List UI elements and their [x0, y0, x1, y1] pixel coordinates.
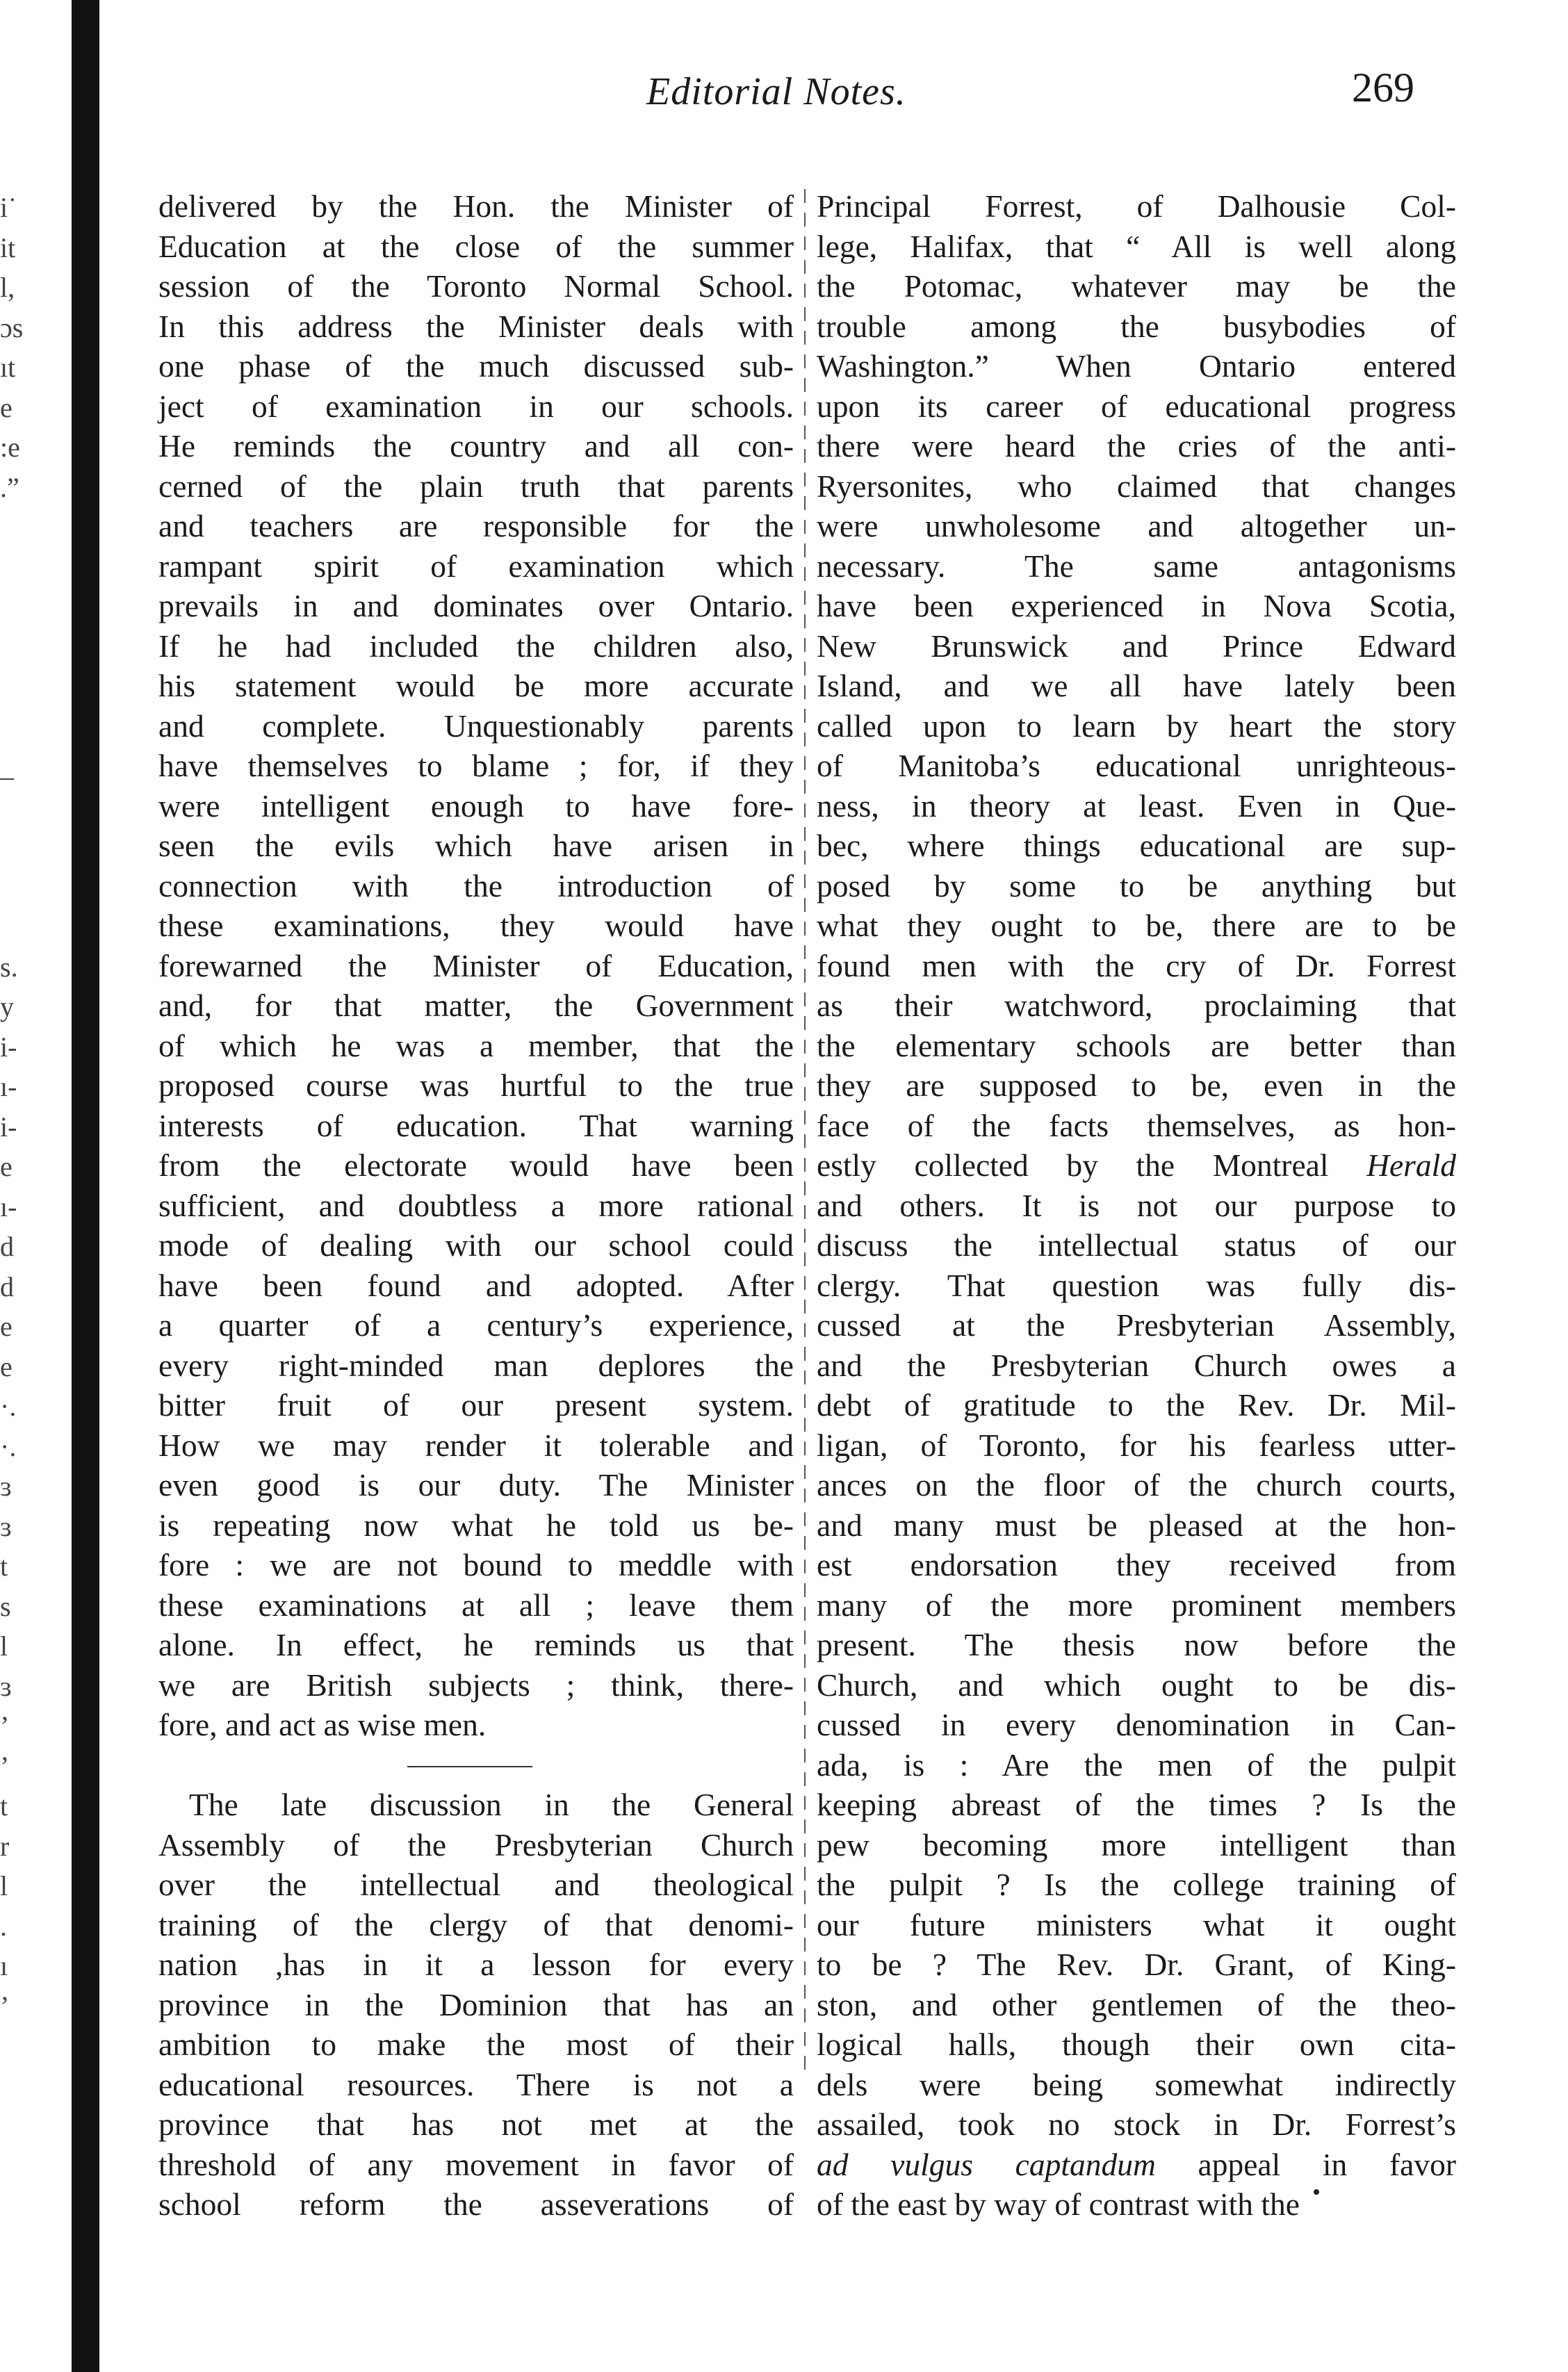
text-line: pew becoming more intelligent than: [817, 1826, 1456, 1863]
text-line: cussed in every denomination in Can-: [817, 1707, 1456, 1742]
text-line: delivered by the Hon. the Minister of: [158, 188, 794, 224]
bleed-fragment: .”: [0, 471, 19, 503]
text-line: called upon to learn by heart the story: [817, 707, 1456, 744]
text-line: were unwholesome and altogether un-: [817, 508, 1456, 543]
paper-speck: [1314, 2189, 1319, 2195]
text-line: even good is our duty. The Minister: [158, 1467, 794, 1503]
text-line: Assembly of the Presbyterian Church: [158, 1826, 794, 1863]
text-line: and many must be pleased at the hon-: [817, 1507, 1456, 1543]
running-head: Editorial Notes.: [646, 70, 906, 113]
text-line: sufficient, and doubtless a more rational: [158, 1187, 794, 1223]
bleed-fragment: ɜ: [0, 1670, 12, 1702]
text-line: the elementary schools are better than: [817, 1027, 1456, 1063]
text-line: bitter fruit of our present system.: [158, 1387, 794, 1423]
text-line: one phase of the much discussed sub-: [158, 348, 794, 384]
text-line: have themselves to blame ; for, if they: [158, 748, 794, 783]
text-line: have been found and adopted. After: [158, 1267, 794, 1303]
text-line: rampant spirit of examination which: [158, 548, 794, 584]
right-lines-a: [817, 186, 1456, 1145]
bleed-fragment: l: [0, 1870, 8, 1901]
text-line: est endorsation they received from: [817, 1547, 1456, 1582]
text-line: Island, and we all have lately been: [817, 668, 1456, 703]
text-line-herald: [817, 1145, 1456, 1186]
text-line: posed by some to be anything but: [817, 867, 1456, 903]
text-line: If he had included the children also,: [158, 628, 794, 664]
bleed-fragment: e: [0, 1311, 13, 1342]
text-line: and, for that matter, the Government: [158, 988, 794, 1023]
bleed-fragment: d: [0, 1270, 14, 1302]
text-line: forewarned the Minister of Education,: [158, 947, 794, 983]
text-line: his statement would be more accurate: [158, 668, 794, 703]
text-line: He reminds the country and all con-: [158, 428, 794, 464]
bleed-fragment: ·.: [0, 1430, 17, 1462]
bleed-fragment: [0, 787, 49, 828]
bleed-fragment: _: [0, 751, 14, 783]
text-line: province in the Dominion that has an: [158, 1986, 794, 2022]
herald-italic: Herald: [1366, 1147, 1457, 1183]
text-line: our future ministers what it ought: [817, 1906, 1456, 1942]
bleed-fragment: ɜ: [0, 1471, 12, 1502]
text-line: found men with the cry of Dr. Forrest: [817, 947, 1456, 983]
text-line: nation ,has in it a lesson for every: [158, 1947, 794, 1982]
text-line: these examinations, they would have: [158, 908, 794, 943]
text-line: interests of education. That warning: [158, 1107, 794, 1143]
bleed-fragment: [0, 907, 49, 947]
text-line: of Manitoba’s educational unrighteous-: [817, 748, 1456, 783]
bleed-fragment: ı-: [0, 1191, 17, 1222]
text-line: seen the evils which have arisen in: [158, 828, 794, 863]
text-line: as their watchword, proclaiming that: [817, 988, 1456, 1023]
bleed-fragment: ·.: [0, 1391, 17, 1422]
text-line: mode of dealing with our school could: [158, 1227, 794, 1263]
text-line: present. The thesis now before the: [817, 1627, 1456, 1662]
bleed-fragment: r: [0, 1830, 10, 1862]
text-line: The late discussion in the General: [189, 1787, 794, 1822]
section-separator-rule: [158, 1745, 794, 1785]
text-line: many of the more prominent members: [817, 1587, 1456, 1623]
text-line: proposed course was hurtful to the true: [158, 1068, 794, 1103]
text-line: alone. In effect, he reminds us that: [158, 1627, 794, 1662]
bleed-fragment: d: [0, 1231, 14, 1262]
bleed-fragment: ɔs: [0, 311, 24, 343]
latin-phrase: ad vulgus captandum: [817, 2146, 1156, 2182]
bleed-fragment: :e: [0, 432, 20, 463]
bleed-fragment: i-: [0, 1031, 17, 1063]
text-line: threshold of any movement in favor of: [158, 2146, 794, 2182]
bleed-fragment: it: [0, 231, 16, 263]
text-line: prevails in and dominates over Ontario.: [158, 588, 794, 623]
text-line: ston, and other gentlemen of the theo-: [817, 1986, 1456, 2022]
text-line: and others. It is not our purpose to: [817, 1187, 1456, 1223]
text-line: fore : we are not bound to meddle with: [158, 1547, 794, 1582]
text-line: ada, is : Are the men of the pulpit: [817, 1747, 1456, 1783]
facing-page-bleed-through: [0, 188, 49, 2026]
text-line: to be ? The Rev. Dr. Grant, of King-: [817, 1947, 1456, 1982]
latin-suffix: appeal in favor: [1155, 2146, 1456, 2182]
text-line: province that has not met at the: [158, 2107, 794, 2142]
bleed-fragment: i-: [0, 1111, 17, 1143]
text-line: fore, and act as wise men.: [158, 1707, 487, 1742]
text-line: cussed at the Presbyterian Assembly,: [817, 1307, 1456, 1343]
text-line: Education at the close of the summer: [158, 228, 794, 264]
text-line: the pulpit ? Is the college training of: [817, 1867, 1456, 1902]
bleed-fragment: t: [0, 1551, 8, 1582]
bleed-fragment: [0, 507, 49, 548]
bleed-fragment: [0, 548, 49, 588]
bleed-fragment: ɜ: [0, 1510, 12, 1542]
bleed-fragment: e: [0, 391, 13, 423]
bleed-fragment: y: [0, 991, 14, 1022]
text-line: How we may render it tolerable and: [158, 1427, 794, 1463]
bleed-fragment: .: [0, 1910, 7, 1942]
text-line: is repeating now what he told us be-: [158, 1507, 794, 1543]
text-line: clergy. That question was fully dis-: [817, 1267, 1456, 1303]
text-line: were intelligent enough to have fore-: [158, 787, 794, 824]
bleed-fragment: t: [0, 1790, 8, 1822]
text-line: Principal Forrest, of Dalhousie Col-: [817, 188, 1456, 224]
text-line: assailed, took no stock in Dr. Forrest’s: [817, 2107, 1456, 2142]
text-line-latin: [817, 2145, 1456, 2185]
text-line: and teachers are responsible for the: [158, 508, 794, 543]
bleed-fragment: i˙: [0, 192, 17, 223]
text-line: a quarter of a century’s experience,: [158, 1307, 794, 1343]
text-line: training of the clergy of that denomi-: [158, 1906, 794, 1942]
left-column: [158, 186, 794, 2225]
text-line: connection with the introduction of: [158, 867, 794, 903]
text-line: debt of gratitude to the Rev. Dr. Mil-: [817, 1387, 1456, 1423]
text-line: bec, where things educational are sup-: [817, 828, 1456, 863]
text-line: have been experienced in Nova Scotia,: [817, 588, 1456, 623]
bleed-fragment: [0, 587, 49, 628]
text-line: what they ought to be, there are to be: [817, 908, 1456, 943]
text-line: they are supposed to be, even in the: [817, 1068, 1456, 1103]
bleed-fragment: l,: [0, 272, 15, 303]
column-divider: [804, 189, 806, 2079]
text-line: educational resources. There is not a: [158, 2066, 794, 2102]
text-line: ness, in theory at least. Even in Que-: [817, 787, 1456, 824]
text-line: Church, and which ought to be dis-: [817, 1667, 1456, 1703]
text-line: discuss the intellectual status of our: [817, 1227, 1456, 1263]
left-paragraph-2: [158, 1785, 794, 2225]
text-line: face of the facts themselves, as hon-: [817, 1107, 1456, 1143]
text-line: ject of examination in our schools.: [158, 388, 794, 424]
text-line-final: of the east by way of contrast with the: [817, 2186, 1300, 2222]
bleed-fragment: [0, 667, 49, 707]
bleed-fragment: ıt: [0, 352, 16, 383]
text-line: necessary. The same antagonisms: [817, 548, 1456, 584]
text-line: of which he was a member, that the: [158, 1027, 794, 1063]
text-line: Washington.” When Ontario entered: [817, 348, 1456, 384]
text-line: ances on the floor of the church courts,: [817, 1467, 1456, 1503]
text-line: ligan, of Toronto, for his fearless utter-: [817, 1427, 1456, 1463]
bleed-fragment: [0, 827, 49, 867]
bleed-fragment: ı-: [0, 1071, 17, 1102]
text-line: In this address the Minister deals with: [158, 308, 794, 344]
text-line: and the Presbyterian Church owes a: [817, 1347, 1456, 1383]
right-lines-b: [817, 1186, 1456, 2145]
text-line: school reform the asseverations of: [158, 2186, 794, 2222]
text-line: upon its career of educational progress: [817, 388, 1456, 424]
text-line: these examinations at all ; leave them: [158, 1587, 794, 1623]
text-line: and complete. Unquestionably parents: [158, 707, 794, 744]
bleed-fragment: ’: [0, 1710, 10, 1742]
text-line: logical halls, though their own cita-: [817, 2027, 1456, 2062]
text-line: New Brunswick and Prince Edward: [817, 628, 1456, 664]
text-line: session of the Toronto Normal School.: [158, 268, 794, 304]
text-line: from the electorate would have been: [158, 1147, 794, 1183]
page-number: 269: [1352, 65, 1414, 111]
bleed-fragment: s.: [0, 951, 18, 983]
bleed-fragment: [0, 628, 49, 668]
bleed-fragment: l: [0, 1630, 8, 1662]
bleed-fragment: [0, 867, 49, 908]
scan-gutter-shadow: [72, 0, 99, 2372]
text-line: cerned of the plain truth that parents: [158, 468, 794, 504]
text-line: we are British subjects ; think, there-: [158, 1667, 794, 1703]
bleed-fragment: e: [0, 1151, 13, 1182]
text-line: trouble among the busybodies of: [817, 308, 1456, 344]
right-column: [817, 186, 1456, 2225]
text-line: ambition to make the most of their: [158, 2027, 794, 2062]
bleed-fragment: e: [0, 1350, 13, 1382]
text-line: the Potomac, whatever may be the: [817, 268, 1456, 304]
text-line: there were heard the cries of the anti-: [817, 428, 1456, 464]
text-line: keeping abreast of the times ? Is the: [817, 1787, 1456, 1822]
bleed-fragment: ’: [0, 1990, 10, 2022]
left-paragraph-1: [158, 186, 794, 1745]
herald-prefix: estly collected by the Montreal: [817, 1147, 1329, 1183]
bleed-fragment: ’: [0, 1750, 10, 1782]
bleed-fragment: s: [0, 1590, 11, 1622]
bleed-fragment: ı: [0, 1950, 8, 1981]
text-line: over the intellectual and theological: [158, 1867, 794, 1902]
text-line: every right-minded man deplores the: [158, 1347, 794, 1383]
bleed-fragment: [0, 707, 49, 748]
text-line: Ryersonites, who claimed that changes: [817, 468, 1456, 504]
text-line: dels were being somewhat indirectly: [817, 2066, 1456, 2102]
text-line: lege, Halifax, that “ All is well along: [817, 228, 1456, 264]
